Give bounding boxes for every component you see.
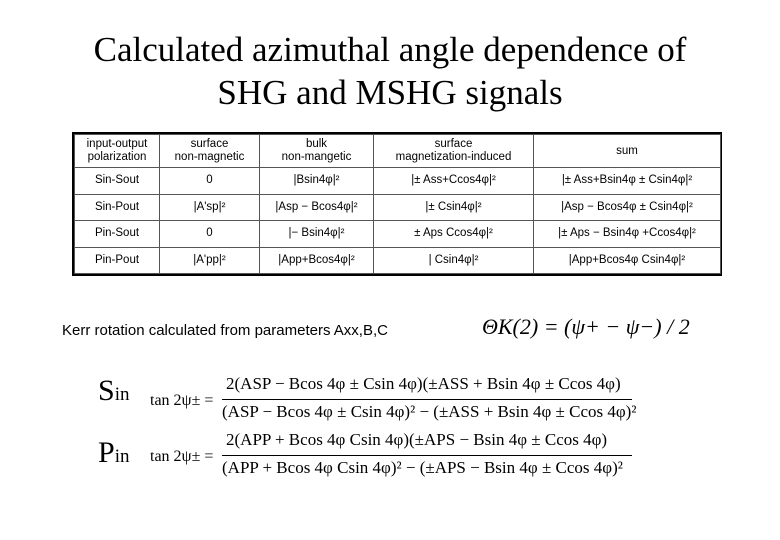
table-cell: Sin-Sout — [75, 168, 160, 195]
table-row — [75, 194, 721, 221]
table-cell: |± Ass+Ccos4φ|² — [374, 168, 534, 195]
table-row — [75, 168, 721, 195]
p-in-equation — [150, 428, 640, 486]
s-in-label — [98, 374, 129, 408]
table-cell: |Asp − Bcos4φ|² — [260, 194, 374, 221]
eq-p-denominator: (APP + Bcos 4φ Csin 4φ)² − (±APS − Bsin 4φ ± Ccos 4φ)² — [222, 458, 623, 477]
s-label-main: S — [98, 374, 115, 407]
table-cell: |± Csin4φ|² — [374, 194, 534, 221]
table-cell: |App+Bcos4φ|² — [260, 247, 374, 274]
header-cell: sum — [534, 135, 721, 168]
eq-s-denominator: (ASP − Bcos 4φ ± Csin 4φ)² − (±ASS + Bsin 4φ ± Ccos 4φ)² — [222, 402, 637, 421]
kerr-rotation-caption: Kerr rotation calculated from parameters Axx,B,C — [62, 322, 388, 339]
header-cell: surface magnetization-induced — [374, 135, 534, 168]
table-row — [75, 221, 721, 248]
slide-title — [0, 28, 780, 114]
table-header-row — [75, 135, 721, 168]
table-cell: Pin-Sout — [75, 221, 160, 248]
table-cell: 0 — [160, 168, 260, 195]
header-cell: input-output polarization — [75, 135, 160, 168]
kerr-theta-formula: ΘK(2) = (ψ+ − ψ−) / 2 — [482, 314, 690, 339]
table-cell: |App+Bcos4φ Csin4φ|² — [534, 247, 721, 274]
table-cell: |A'sp|² — [160, 194, 260, 221]
title-line-1: Calculated azimuthal angle dependence of — [93, 30, 687, 69]
p-label-sub: in — [114, 446, 130, 467]
eq-s-numerator: 2(ASP − Bcos 4φ ± Csin 4φ)(±ASS + Bsin 4φ ± Ccos 4φ) — [226, 374, 621, 393]
table-cell: ± Aps Ccos4φ|² — [374, 221, 534, 248]
eq-s-fraction-bar — [222, 399, 632, 400]
s-in-equation — [150, 372, 640, 430]
eq-p-numerator: 2(APP + Bcos 4φ Csin 4φ)(±APS − Bsin 4φ ± Ccos 4φ) — [226, 430, 608, 449]
header-cell: bulk non-mangetic — [260, 135, 374, 168]
eq-p-fraction-bar — [222, 455, 632, 456]
s-label-sub: in — [114, 384, 130, 405]
table-cell: |± Aps − Bsin4φ +Ccos4φ|² — [534, 221, 721, 248]
eq-s-lhs: tan 2ψ± = — [150, 392, 214, 409]
shg-table — [72, 132, 722, 276]
title-line-2: SHG and MSHG signals — [217, 73, 563, 112]
table-row — [75, 247, 721, 274]
table-cell: |A'pp|² — [160, 247, 260, 274]
table-cell: 0 — [160, 221, 260, 248]
table-cell: |Bsin4φ|² — [260, 168, 374, 195]
p-in-label — [98, 436, 129, 470]
table-cell: |Asp − Bcos4φ ± Csin4φ|² — [534, 194, 721, 221]
p-label-main: P — [98, 436, 115, 469]
header-cell: surface non-magnetic — [160, 135, 260, 168]
table-cell: |± Ass+Bsin4φ ± Csin4φ|² — [534, 168, 721, 195]
eq-p-lhs: tan 2ψ± = — [150, 448, 214, 465]
table-cell: Pin-Pout — [75, 247, 160, 274]
table-cell: Sin-Pout — [75, 194, 160, 221]
table-cell: |− Bsin4φ|² — [260, 221, 374, 248]
table-cell: | Csin4φ|² — [374, 247, 534, 274]
